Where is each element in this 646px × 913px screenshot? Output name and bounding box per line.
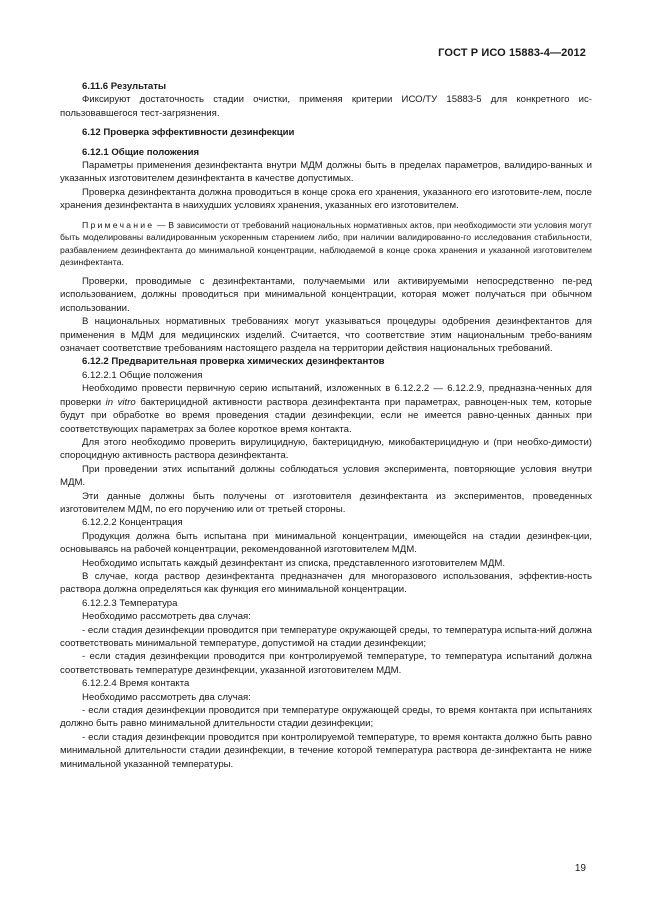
page-number: 19 <box>574 863 586 874</box>
section-heading-6-12-1: 6.12.1 Общие положения <box>82 146 200 158</box>
paragraph: Необходимо провести первичную серию испытаний, изложенных в 6.12.2.2 — 6.12.2.9, предназна-ченных для проверки in vitro бактерицидной активности раствора дезинфектанта при параметрах, равноцен-ных тем, которые будут при обработке во время проведения стадии дезинфекции, если не имеется равно-ценных данных при соответствующих параметрах за более короткое время контакта. <box>60 383 592 435</box>
subsection-heading-6-12-2-1: 6.12.2.1 Общие положения <box>82 369 203 381</box>
paragraph: Необходимо рассмотреть два случая: <box>82 611 251 623</box>
note <box>60 219 592 269</box>
italic-term: in vitro <box>105 396 136 408</box>
list-item: - если стадия дезинфекции проводится при температуре окружающей среды, то температура испыта-ний должна соответствовать минимальной температуре, допустимой на стадии дезинфекции; <box>60 624 592 649</box>
subsection-heading-6-12-2-4: 6.12.2.4 Время контакта <box>82 678 190 690</box>
paragraph: Эти данные должны быть получены от изготовителя дезинфектанта из экспериментов, проведенных изготовителем МДМ, по его поручению или от третьей стороны. <box>60 490 592 515</box>
list-item: - если стадия дезинфекции проводится при контролируемой температуре, то температура испытаний должна соответствовать температуре дезинфекции, указанной изготовителем МДМ. <box>60 651 592 676</box>
page-content <box>60 80 592 771</box>
paragraph: В случае, когда раствор дезинфектанта предназначен для многоразового использования, эффектив-ность раствора должна определяться как функция его минимальной концентрации. <box>60 570 592 596</box>
section-heading-6-11-6: 6.11.6 Результаты <box>82 81 167 92</box>
paragraph: Проверка дезинфектанта должна проводиться в конце срока его хранения, указанного его изготовите-лем, после хранения дезинфектанта в наихудших условиях хранения, указанных его изготовителем. <box>60 186 592 212</box>
list-item: - если стадия дезинфекции проводится при температуре окружающей среды, то время контакта при испытаниях должно быть равно минимальной длительности стадии дезинфекции; <box>60 705 592 730</box>
subsection-heading-6-12-2-2: 6.12.2.2 Концентрация <box>82 517 183 529</box>
list-item: - если стадия дезинфекции проводится при контролируемой температуре, то время контакта должно быть равно минимальной длительности стадии дезинфекции, в течение которой температура раствора де-зинфектанта не ниже минимальной указанной температуры. <box>60 731 592 770</box>
standard-code-header: ГОСТ Р ИСО 15883-4—2012 <box>438 47 586 59</box>
subsection-heading-6-12-2-3: 6.12.2.3 Температура <box>82 597 178 609</box>
paragraph: Продукция должна быть испытана при минимальной концентрации, имеющейся на стадии дезинфек-ции, основываясь на рабочей концентрации, рекомендованной изготовителем МДМ. <box>60 530 592 556</box>
paragraph: Для этого необходимо проверить вирулицидную, бактерицидную, микобактерицидную и (при необхо-димости) спороцидную активность раствора дезинфектанта. <box>60 436 592 462</box>
paragraph: При проведении этих испытаний должны соблюдаться условия эксперимента, повторяющие условия внутри МДМ. <box>60 463 592 489</box>
paragraph: Проверки, проводимые с дезинфектантами, получаемыми или активируемыми непосредственно пе-ред использованием, должны проводиться при минимальной концентрации, которая может получаться при обычном использовании. <box>60 276 592 314</box>
paragraph: Необходимо рассмотреть два случая: <box>82 691 251 703</box>
paragraph: Необходимо испытать каждый дезинфектант из списка, представленного изготовителем МДМ. <box>82 557 506 569</box>
note-label: Примечание <box>82 219 155 230</box>
section-heading-6-12: 6.12 Проверка эффективности дезинфекции <box>82 127 295 139</box>
paragraph: Параметры применения дезинфектанта внутри МДМ должны быть в пределах параметров, валидиро-ванных и указанных изготовителем дезинфектанта в качестве допустимых. <box>60 160 592 185</box>
section-heading-6-12-2: 6.12.2 Предварительная проверка химических дезинфектантов <box>82 356 385 368</box>
paragraph: Фиксируют достаточность стадии очистки, применяя критерии ИСО/ТУ 15883-5 для конкретного ис-пользовавшегося тест-загрязнения. <box>60 94 592 119</box>
note-text: — В зависимости от требований национальных нормативных актов, при необходимости эти условия могут быть моделированы валидированным ускоренным старением либо, при наличии валидированно-го исследования стабильности, разбавлением дезинфектанта до минимальной концентрации, наблюдаемой в конце срока хранения и указанной изготовителем дезинфектанта. <box>60 219 592 268</box>
paragraph: В национальных нормативных требованиях могут указываться процедуры одобрения дезинфектантов для применения в МДМ для медицинских изделий. Считается, что соответствие этим национальным требо-ваниям означает соответствие требованиям настоящего раздела на территории действия национальных требований. <box>60 316 592 355</box>
